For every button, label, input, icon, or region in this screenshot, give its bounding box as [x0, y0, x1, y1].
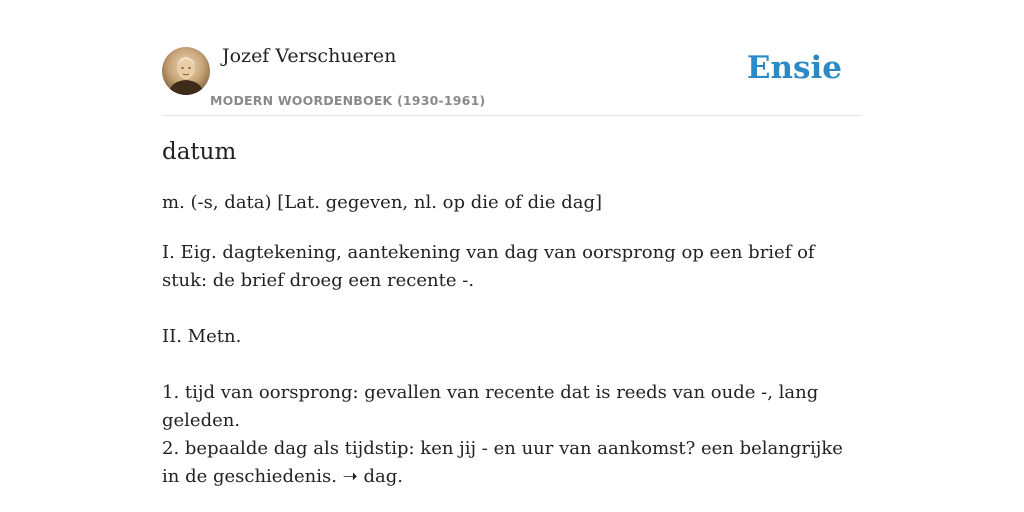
author-name[interactable]: Jozef Verschueren	[222, 45, 397, 67]
entry-term: datum	[162, 139, 237, 165]
sense-metn: II. Metn.	[162, 326, 242, 347]
portrait-icon	[162, 47, 210, 95]
subsense-2: 2. bepaalde dag als tijdstip: ken jij - en uur van aankomst? een belangrijke in de geschiedenis. ➝ dag.	[162, 438, 843, 487]
subsense-1: 1. tijd van oorsprong: gevallen van recente dat is reeds van oude -, lang geleden.	[162, 382, 819, 431]
source-label[interactable]: MODERN WOORDENBOEK (1930-1961)	[210, 93, 486, 108]
entry-header	[162, 0, 862, 116]
sense-eig: I. Eig. dagtekening, aantekening van dag van oorsprong op een brief of stuk: de brief droeg een recente -.	[162, 242, 815, 291]
brand-logo[interactable]: Ensie	[746, 50, 842, 86]
entry-card	[162, 0, 862, 512]
spacer	[162, 295, 862, 323]
spacer	[162, 351, 862, 379]
entry-grammar: m. (-s, data) [Lat. gegeven, nl. op die of die dag]	[162, 192, 603, 213]
entry-definition	[162, 239, 862, 491]
author-avatar[interactable]	[162, 47, 210, 95]
